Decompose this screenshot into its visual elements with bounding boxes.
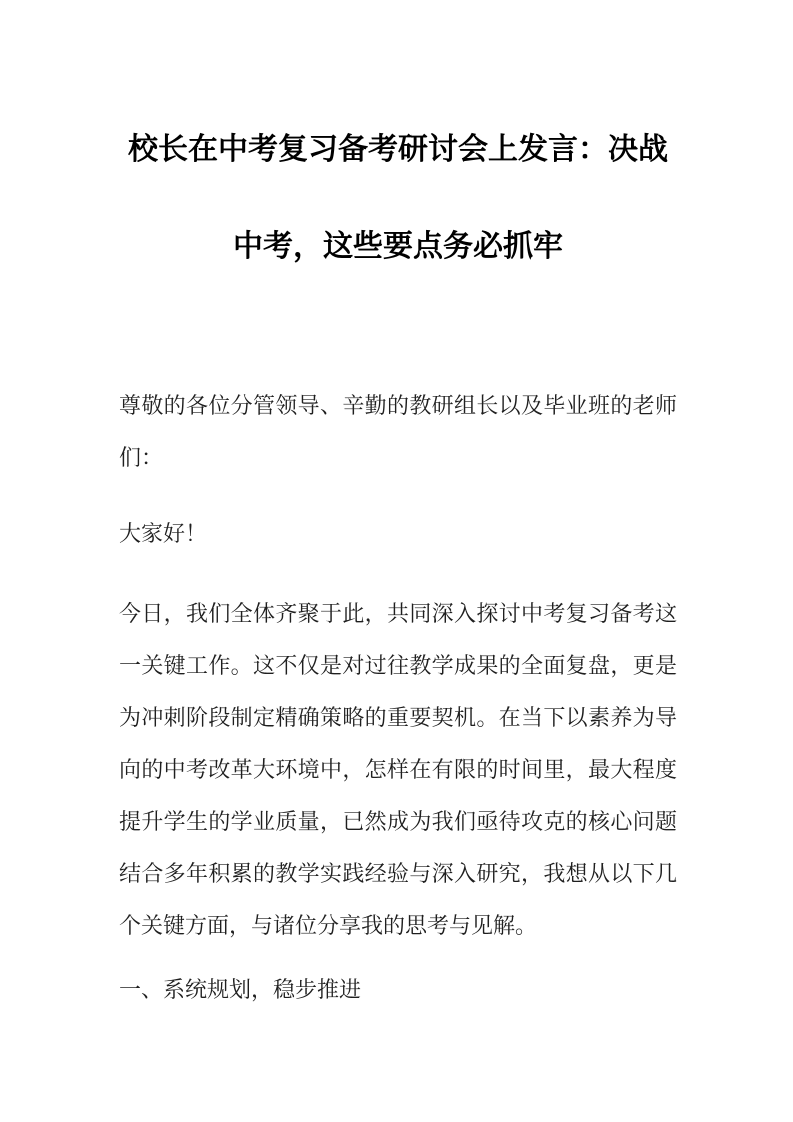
paragraph-salutation: 尊敬的各位分管领导、辛勤的教研组长以及毕业班的老师们：	[119, 393, 677, 470]
paragraph-intro: 今日，我们全体齐聚于此，共同深入探讨中考复习备考这一关键工作。这不仅是对过往教学成果的全面复盘，更是为冲刺阶段制定精确策略的重要契机。在当下以素养为导向的中考改革大环境中，怎样在有限的时间里，最大程度提升学生的学业质量，已然成为我们亟待攻克的核心问题结合多年积累的教学实践经验与深入研究，我想从以下几个关键方面，与诸位分享我的思考与见解。	[119, 601, 677, 938]
document-title: 校长在中考复习备考研讨会上发言：决战中考，这些要点务必抓牢	[128, 133, 668, 263]
section-heading-1: 一、系统规划，稳步推进	[119, 977, 362, 1002]
paragraph-greeting: 大家好！	[119, 521, 208, 546]
